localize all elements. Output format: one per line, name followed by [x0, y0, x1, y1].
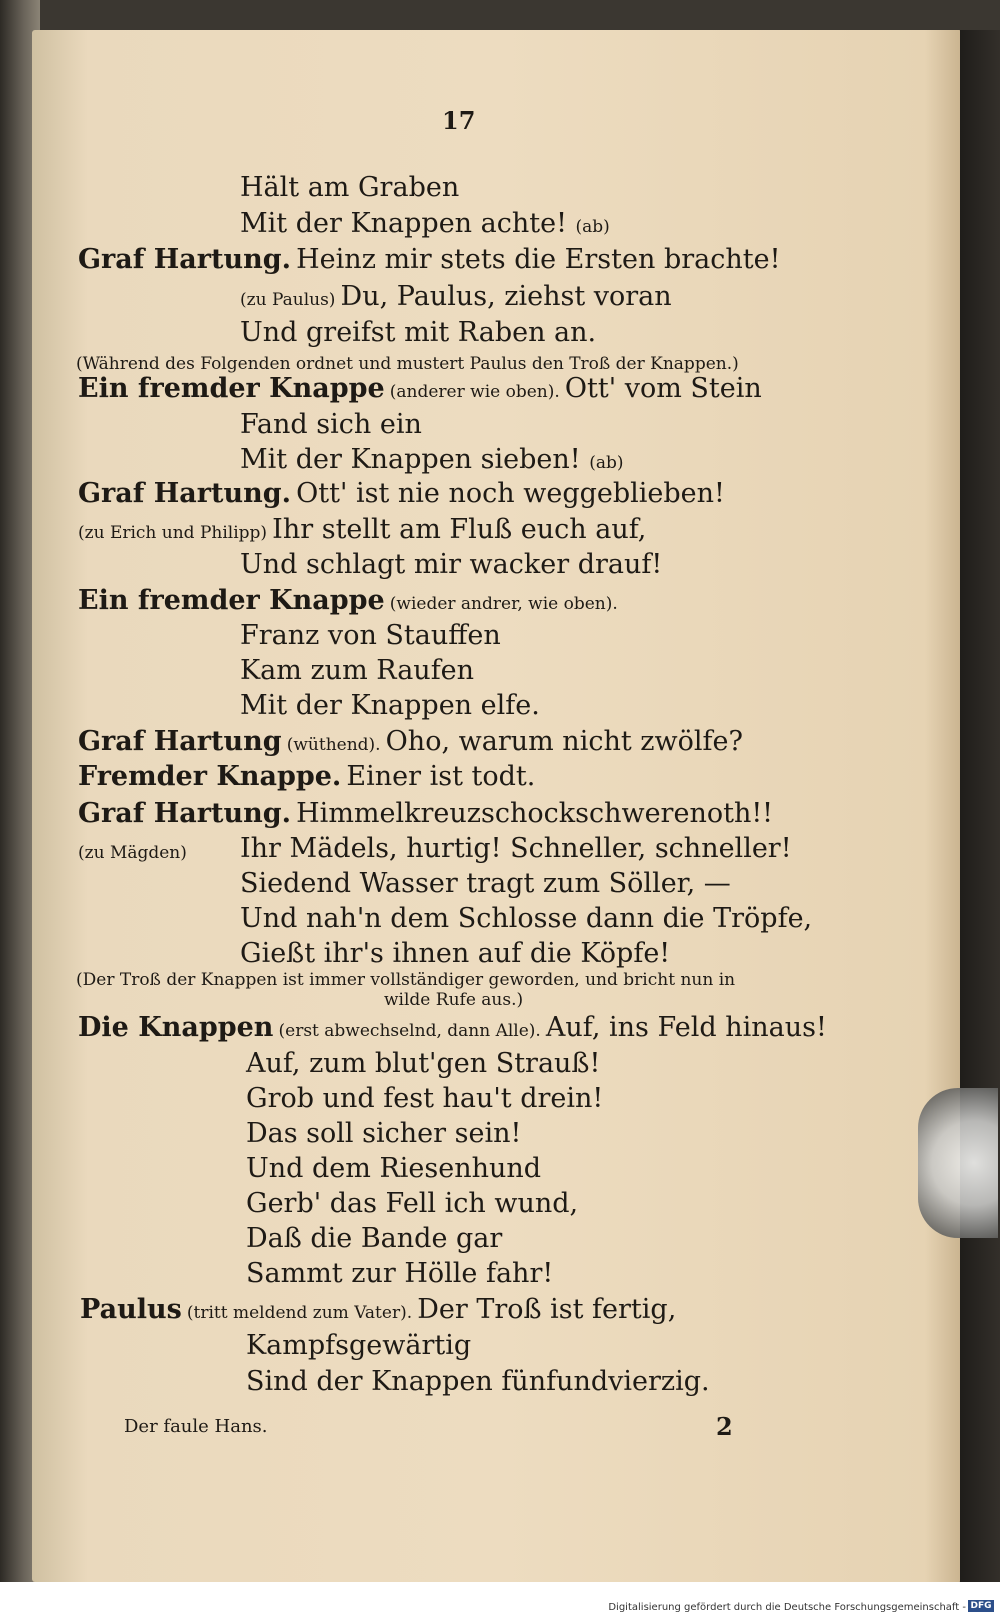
speaker-name: Fremder Knappe.	[78, 761, 342, 792]
verse-line: Kampfsgewärtig	[246, 1330, 472, 1361]
speaker-name: Graf Hartung.	[78, 798, 292, 829]
stage-direction: (wüthend).	[286, 735, 381, 755]
verse-line: Fand sich ein	[240, 409, 422, 440]
speech-line	[78, 244, 780, 275]
verse-text: Heinz mir stets die Ersten brachte!	[296, 244, 781, 275]
speech-line	[78, 585, 618, 616]
digitization-credit: Digitalisierung gefördert durch die Deutsche Forschungsgemeinschaft -	[608, 1602, 966, 1613]
verse-line: Und nah'n dem Schlosse dann die Tröpfe,	[240, 903, 813, 934]
signature-mark: 2	[716, 1412, 733, 1441]
speech-line	[78, 514, 646, 545]
verse-line: Mit der Knappen elfe.	[240, 690, 540, 721]
verse-text: Der Troß ist fertig,	[417, 1294, 677, 1325]
verse-line: Siedend Wasser tragt zum Söller, —	[240, 868, 731, 899]
speech-line	[78, 1012, 827, 1043]
speaker-name: Graf Hartung.	[78, 244, 292, 275]
stage-direction: wilde Rufe aus.)	[384, 990, 524, 1010]
stage-direction: (ab)	[589, 453, 624, 473]
stage-direction: (wieder andrer, wie oben).	[389, 594, 618, 614]
stage-direction: (anderer wie oben).	[389, 382, 560, 402]
verse-line: Und greifst mit Raben an.	[240, 317, 597, 348]
verse-line: Daß die Bande gar	[246, 1223, 503, 1254]
verse-line: Sind der Knappen fünfundvierzig.	[246, 1366, 710, 1397]
speech-line	[78, 373, 762, 404]
verse-text: Ott' vom Stein	[564, 373, 762, 404]
speaker-name: Ein fremder Knappe	[78, 585, 385, 616]
stage-direction: (zu Mägden)	[78, 843, 187, 863]
speech-line	[78, 726, 743, 757]
verse-text: Oho, warum nicht zwölfe?	[385, 726, 743, 757]
verse-line: Grob und fest hau't drein!	[246, 1083, 604, 1114]
verse-line: Und schlagt mir wacker drauf!	[240, 549, 663, 580]
verse-line	[240, 444, 624, 475]
verse-text: Einer ist todt.	[346, 761, 536, 792]
verse-text: Auf, ins Feld hinaus!	[545, 1012, 827, 1043]
verse-line: Gerb' das Fell ich wund,	[246, 1188, 579, 1219]
verse-line: Franz von Stauffen	[240, 620, 501, 651]
page-number: 17	[442, 106, 476, 135]
speaker-name: Graf Hartung.	[78, 478, 292, 509]
verse-text: Mit der Knappen sieben!	[240, 444, 581, 475]
verse-line: Hält am Graben	[240, 172, 460, 203]
running-footer-title: Der faule Hans.	[124, 1416, 268, 1437]
verse-line: Und dem Riesenhund	[246, 1153, 542, 1184]
verse-line: Ihr Mädels, hurtig! Schneller, schneller!	[240, 833, 792, 864]
verse-line: Gießt ihr's ihnen auf die Köpfe!	[240, 938, 671, 969]
speech-line	[78, 478, 725, 509]
dfg-logo: DFG	[968, 1600, 994, 1612]
verse-line	[240, 208, 610, 239]
speech-line	[80, 1294, 676, 1325]
verse-line: Auf, zum blut'gen Strauß!	[246, 1048, 601, 1079]
speaker-name: Ein fremder Knappe	[78, 373, 385, 404]
stage-direction: (ab)	[575, 217, 610, 237]
verse-line: Kam zum Raufen	[240, 655, 475, 686]
stage-direction: (Während des Folgenden ordnet und mustert Paulus den Troß der Knappen.)	[76, 354, 739, 374]
verse-text: Ihr stellt am Fluß euch auf,	[272, 514, 647, 545]
stage-direction: (zu Paulus)	[240, 290, 336, 310]
book-edge	[960, 30, 1000, 1582]
verse-text: Mit der Knappen achte!	[240, 208, 567, 239]
speech-line	[240, 281, 672, 312]
verse-text: Ott' ist nie noch weggeblieben!	[296, 478, 725, 509]
stage-direction: (zu Erich und Philipp)	[78, 523, 268, 543]
stage-direction: (Der Troß der Knappen ist immer vollständiger geworden, und bricht nun in	[76, 970, 736, 990]
speech-line	[78, 761, 535, 792]
speaker-name: Paulus	[80, 1294, 182, 1325]
verse-line: Das soll sicher sein!	[246, 1118, 522, 1149]
speaker-name: Graf Hartung	[78, 726, 282, 757]
speech-line	[78, 798, 773, 829]
stage-direction: (erst abwechselnd, dann Alle).	[278, 1021, 541, 1041]
speaker-name: Die Knappen	[78, 1012, 274, 1043]
verse-text: Himmelkreuzschockschwerenoth!!	[296, 798, 774, 829]
verse-line: Sammt zur Hölle fahr!	[246, 1258, 554, 1289]
verse-text: Du, Paulus, ziehst voran	[340, 281, 672, 312]
page-clip	[918, 1088, 998, 1238]
stage-direction: (tritt meldend zum Vater).	[186, 1303, 413, 1323]
